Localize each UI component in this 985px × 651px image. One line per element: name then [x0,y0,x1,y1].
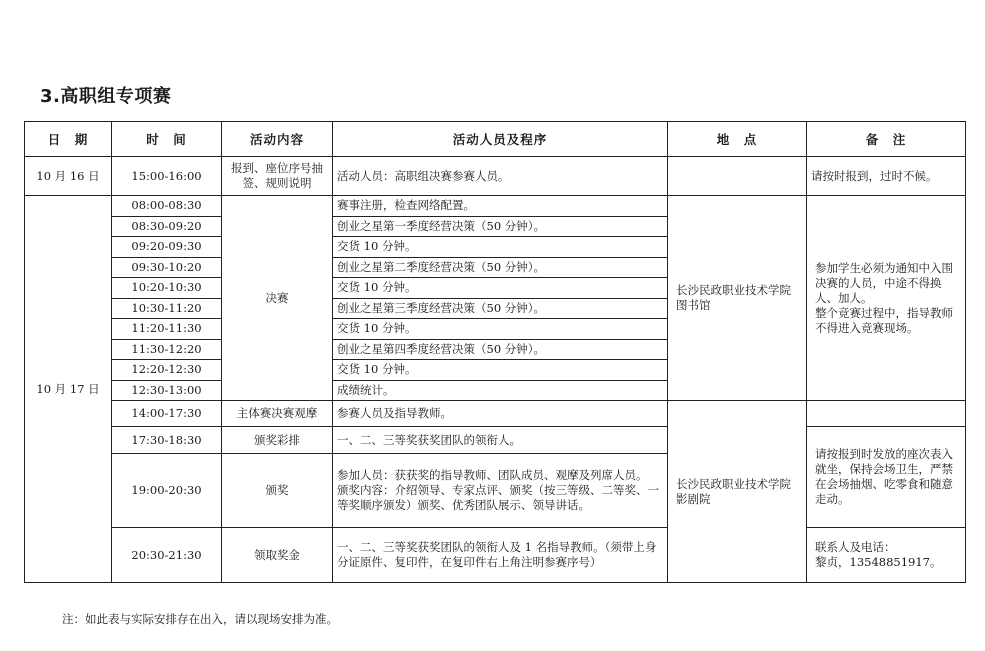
time-cell: 11:30-12:20 [112,339,222,360]
content-cell: 颁奖彩排 [222,427,333,454]
program-cell: 创业之星第四季度经营决策（50 分钟）。 [333,339,668,360]
note-cell: 请按时报到，过时不候。 [807,157,966,196]
time-cell: 20:30-21:30 [112,528,222,583]
table-row [25,427,966,454]
note-cell: 联系人及电话： 黎贞，13548851917。 [807,528,966,583]
content-cell: 报到、座位序号抽签、规则说明 [222,157,333,196]
program-cell: 活动人员：高职组决赛参赛人员。 [333,157,668,196]
program-cell: 交货 10 分钟。 [333,319,668,340]
content-cell: 领取奖金 [222,528,333,583]
time-cell: 12:30-13:00 [112,380,222,401]
content-cell: 颁奖 [222,454,333,528]
header-row [25,122,966,157]
header-note: 备 注 [807,122,966,157]
program-cell: 创业之星第一季度经营决策（50 分钟）。 [333,216,668,237]
table-row [25,196,966,217]
table-row [25,401,966,427]
header-time: 时 间 [112,122,222,157]
program-cell: 交货 10 分钟。 [333,237,668,258]
time-cell: 10:20-10:30 [112,278,222,299]
time-cell: 19:00-20:30 [112,454,222,528]
time-cell: 17:30-18:30 [112,427,222,454]
program-cell: 交货 10 分钟。 [333,278,668,299]
time-cell: 14:00-17:30 [112,401,222,427]
header-location: 地 点 [668,122,807,157]
time-cell: 09:20-09:30 [112,237,222,258]
note-cell: 请按报到时发放的座次表入就坐，保持会场卫生，严禁在会场抽烟、吃零食和随意走动。 [807,427,966,528]
page-title: 3.高职组专项赛 [40,86,172,107]
date-cell: 10 月 17 日 [25,196,112,583]
time-cell: 08:00-08:30 [112,196,222,217]
table-row [25,528,966,583]
note-cell [807,401,966,427]
header-content: 活动内容 [222,122,333,157]
time-cell: 15:00-16:00 [112,157,222,196]
header-program: 活动人员及程序 [333,122,668,157]
location-cell: 长沙民政职业技术学院图书馆 [668,196,807,401]
time-cell: 08:30-09:20 [112,216,222,237]
program-cell: 创业之星第三季度经营决策（50 分钟）。 [333,298,668,319]
program-cell: 一、二、三等奖获奖团队的领衔人及 1 名指导教师。（须带上身分证原件、复印件，在复印件右上角注明参赛序号） [333,528,668,583]
program-cell: 一、二、三等奖获奖团队的领衔人。 [333,427,668,454]
program-cell: 成绩统计。 [333,380,668,401]
note-cell: 参加学生必须为通知中入围决赛的人员，中途不得换人、加人。 整个竞赛过程中，指导教师不得进入竞赛现场。 [807,196,966,401]
time-cell: 09:30-10:20 [112,257,222,278]
footnote: 注：如此表与实际安排存在出入，请以现场安排为准。 [62,612,338,626]
header-date: 日 期 [25,122,112,157]
time-cell: 10:30-11:20 [112,298,222,319]
schedule-table [24,121,966,583]
program-cell: 交货 10 分钟。 [333,360,668,381]
content-cell: 决赛 [222,196,333,401]
table-row [25,157,966,196]
time-cell: 12:20-12:30 [112,360,222,381]
program-cell: 创业之星第二季度经营决策（50 分钟）。 [333,257,668,278]
program-cell: 参加人员：获获奖的指导教师、团队成员、观摩及列席人员。 颁奖内容：介绍领导、专家点评、颁奖（按三等级、二等奖、一等奖顺序颁发）颁奖、优秀团队展示、领导讲话。 [333,454,668,528]
location-cell: 长沙民政职业技术学院影剧院 [668,401,807,583]
time-cell: 11:20-11:30 [112,319,222,340]
content-cell: 主体赛决赛观摩 [222,401,333,427]
program-cell: 参赛人员及指导教师。 [333,401,668,427]
date-cell: 10 月 16 日 [25,157,112,196]
program-cell: 赛事注册，检查网络配置。 [333,196,668,217]
location-cell [668,157,807,196]
